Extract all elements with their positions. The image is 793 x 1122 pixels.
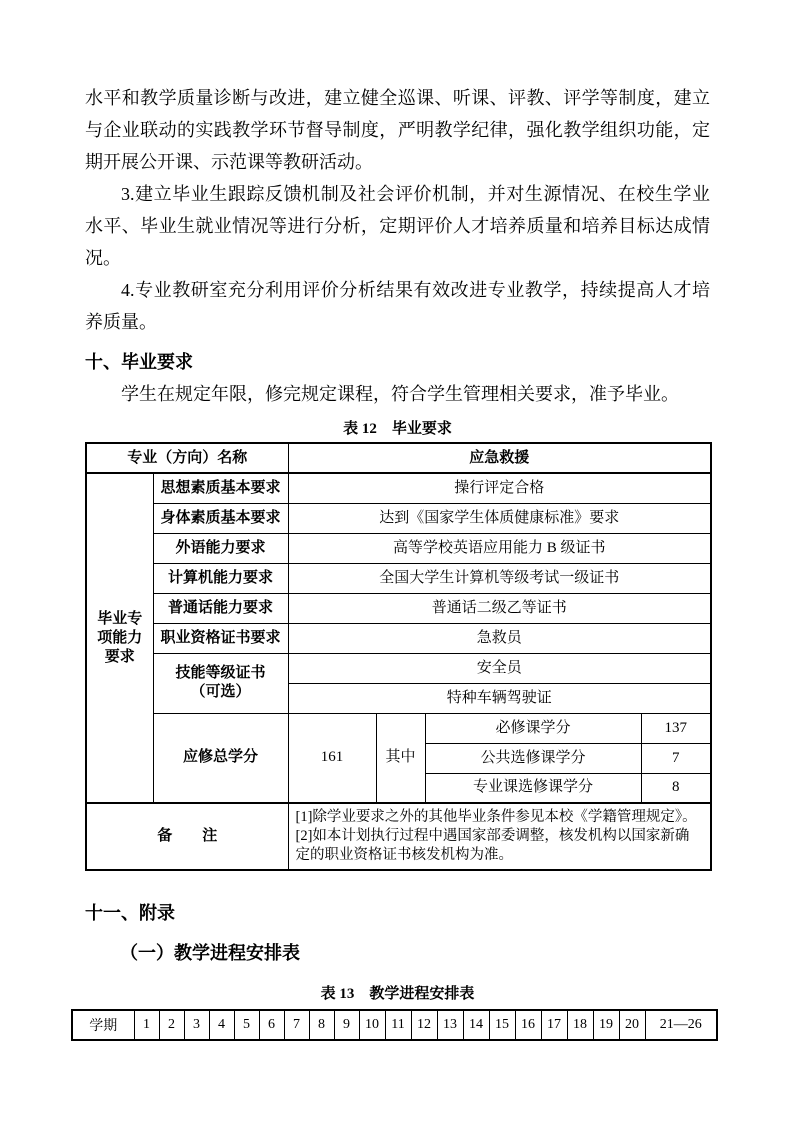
skill-cert-label-cell xyxy=(153,653,288,713)
credit-breakdown-value-cell: 137 xyxy=(641,713,711,743)
requirement-label-cell: 外语能力要求 xyxy=(153,533,288,563)
table-13-caption: 表 13 教学进程安排表 xyxy=(320,986,475,1002)
table-row xyxy=(86,563,711,593)
table-row xyxy=(86,653,711,683)
skill-cert-option-cell: 安全员 xyxy=(288,653,711,683)
week-cell: 7 xyxy=(284,1010,309,1040)
week-cell: 8 xyxy=(309,1010,334,1040)
skill-cert-label-line1: 技能等级证书 xyxy=(175,665,266,681)
group-label-cell: 毕业专项能力要求 xyxy=(86,473,153,803)
section-10-heading: 十、毕业要求 xyxy=(85,352,193,372)
graduation-requirements-table xyxy=(85,442,712,871)
remark-line-2: [2]如本计划执行过程中遇国家部委调整，核发机构以国家新确定的职业资格证书核发机构为准。 xyxy=(295,828,690,863)
requirement-value-cell: 高等学校英语应用能力 B 级证书 xyxy=(288,533,711,563)
requirement-label-cell: 普通话能力要求 xyxy=(153,593,288,623)
requirement-label-cell: 思想素质基本要求 xyxy=(153,473,288,503)
remark-label-cell: 备 注 xyxy=(86,803,288,870)
table-row xyxy=(86,443,711,473)
teaching-schedule-table xyxy=(71,1009,718,1041)
week-cell: 3 xyxy=(184,1010,209,1040)
appendix-1-heading: （一）教学进程安排表 xyxy=(120,943,300,963)
week-cell: 18 xyxy=(567,1010,593,1040)
week-cell: 4 xyxy=(209,1010,234,1040)
major-name-value-cell: 应急救援 xyxy=(288,443,711,473)
total-credits-label-cell: 应修总学分 xyxy=(153,713,288,803)
paragraph-teaching-quality: 水平和教学质量诊断与改进，建立健全巡课、听课、评教、评学等制度，建立与企业联动的实践教学环节督导制度，严明教学纪律，强化教学组织功能，定期开展公开课、示范课等教研活动。 xyxy=(85,88,710,172)
credit-breakdown-label-cell: 公共选修课学分 xyxy=(425,743,641,773)
table-row xyxy=(86,713,711,743)
remark-line-1: [1]除学业要求之外的其他毕业条件参见本校《学籍管理规定》。 xyxy=(295,809,697,825)
week-cell: 9 xyxy=(334,1010,359,1040)
week-cell: 19 xyxy=(593,1010,619,1040)
week-cell: 16 xyxy=(515,1010,541,1040)
among-which-cell: 其中 xyxy=(376,713,425,803)
credit-breakdown-value-cell: 7 xyxy=(641,743,711,773)
table-row xyxy=(86,503,711,533)
major-name-label-cell: 专业（方向）名称 xyxy=(86,443,288,473)
week-cell: 15 xyxy=(489,1010,515,1040)
section-11-heading: 十一、附录 xyxy=(85,903,175,923)
requirement-value-cell: 普通话二级乙等证书 xyxy=(288,593,711,623)
paragraph-evaluation-improvement: 4.专业教研室充分利用评价分析结果有效改进专业教学，持续提高人才培养质量。 xyxy=(85,280,710,332)
table-row xyxy=(86,473,711,503)
credit-breakdown-label-cell: 必修课学分 xyxy=(425,713,641,743)
table-row xyxy=(72,1010,717,1040)
requirement-label-cell: 身体素质基本要求 xyxy=(153,503,288,533)
credit-breakdown-label-cell: 专业课选修课学分 xyxy=(425,773,641,803)
table-row xyxy=(86,593,711,623)
requirement-value-cell: 全国大学生计算机等级考试一级证书 xyxy=(288,563,711,593)
week-cell: 11 xyxy=(385,1010,411,1040)
skill-cert-option-cell: 特种车辆驾驶证 xyxy=(288,683,711,713)
total-credits-value-cell: 161 xyxy=(288,713,376,803)
remark-text-cell xyxy=(288,803,711,870)
week-cell: 13 xyxy=(437,1010,463,1040)
requirement-label-cell: 计算机能力要求 xyxy=(153,563,288,593)
week-cell: 12 xyxy=(411,1010,437,1040)
week-cell: 10 xyxy=(359,1010,385,1040)
requirement-value-cell: 操行评定合格 xyxy=(288,473,711,503)
week-cell: 21—26 xyxy=(645,1010,717,1040)
requirement-value-cell: 达到《国家学生体质健康标准》要求 xyxy=(288,503,711,533)
week-cell: 2 xyxy=(159,1010,184,1040)
table-row xyxy=(86,533,711,563)
week-cell: 20 xyxy=(619,1010,645,1040)
week-cell: 14 xyxy=(463,1010,489,1040)
week-cell: 17 xyxy=(541,1010,567,1040)
week-cell: 5 xyxy=(234,1010,259,1040)
table-row xyxy=(86,623,711,653)
requirement-value-cell: 急救员 xyxy=(288,623,711,653)
table-row xyxy=(86,803,711,870)
requirement-label-cell: 职业资格证书要求 xyxy=(153,623,288,653)
week-cell: 1 xyxy=(134,1010,159,1040)
skill-cert-label-line2: （可选） xyxy=(190,684,251,700)
week-cell: 6 xyxy=(259,1010,284,1040)
paragraph-graduate-feedback: 3.建立毕业生跟踪反馈机制及社会评价机制，并对生源情况、在校生学业水平、毕业生就业情况等进行分析，定期评价人才培养质量和培养目标达成情况。 xyxy=(85,184,710,268)
table-12-caption: 表 12 毕业要求 xyxy=(343,421,452,437)
graduation-intro-text: 学生在规定年限，修完规定课程，符合学生管理相关要求，准予毕业。 xyxy=(121,384,679,404)
credit-breakdown-value-cell: 8 xyxy=(641,773,711,803)
semester-header-cell: 学期 xyxy=(72,1010,134,1040)
